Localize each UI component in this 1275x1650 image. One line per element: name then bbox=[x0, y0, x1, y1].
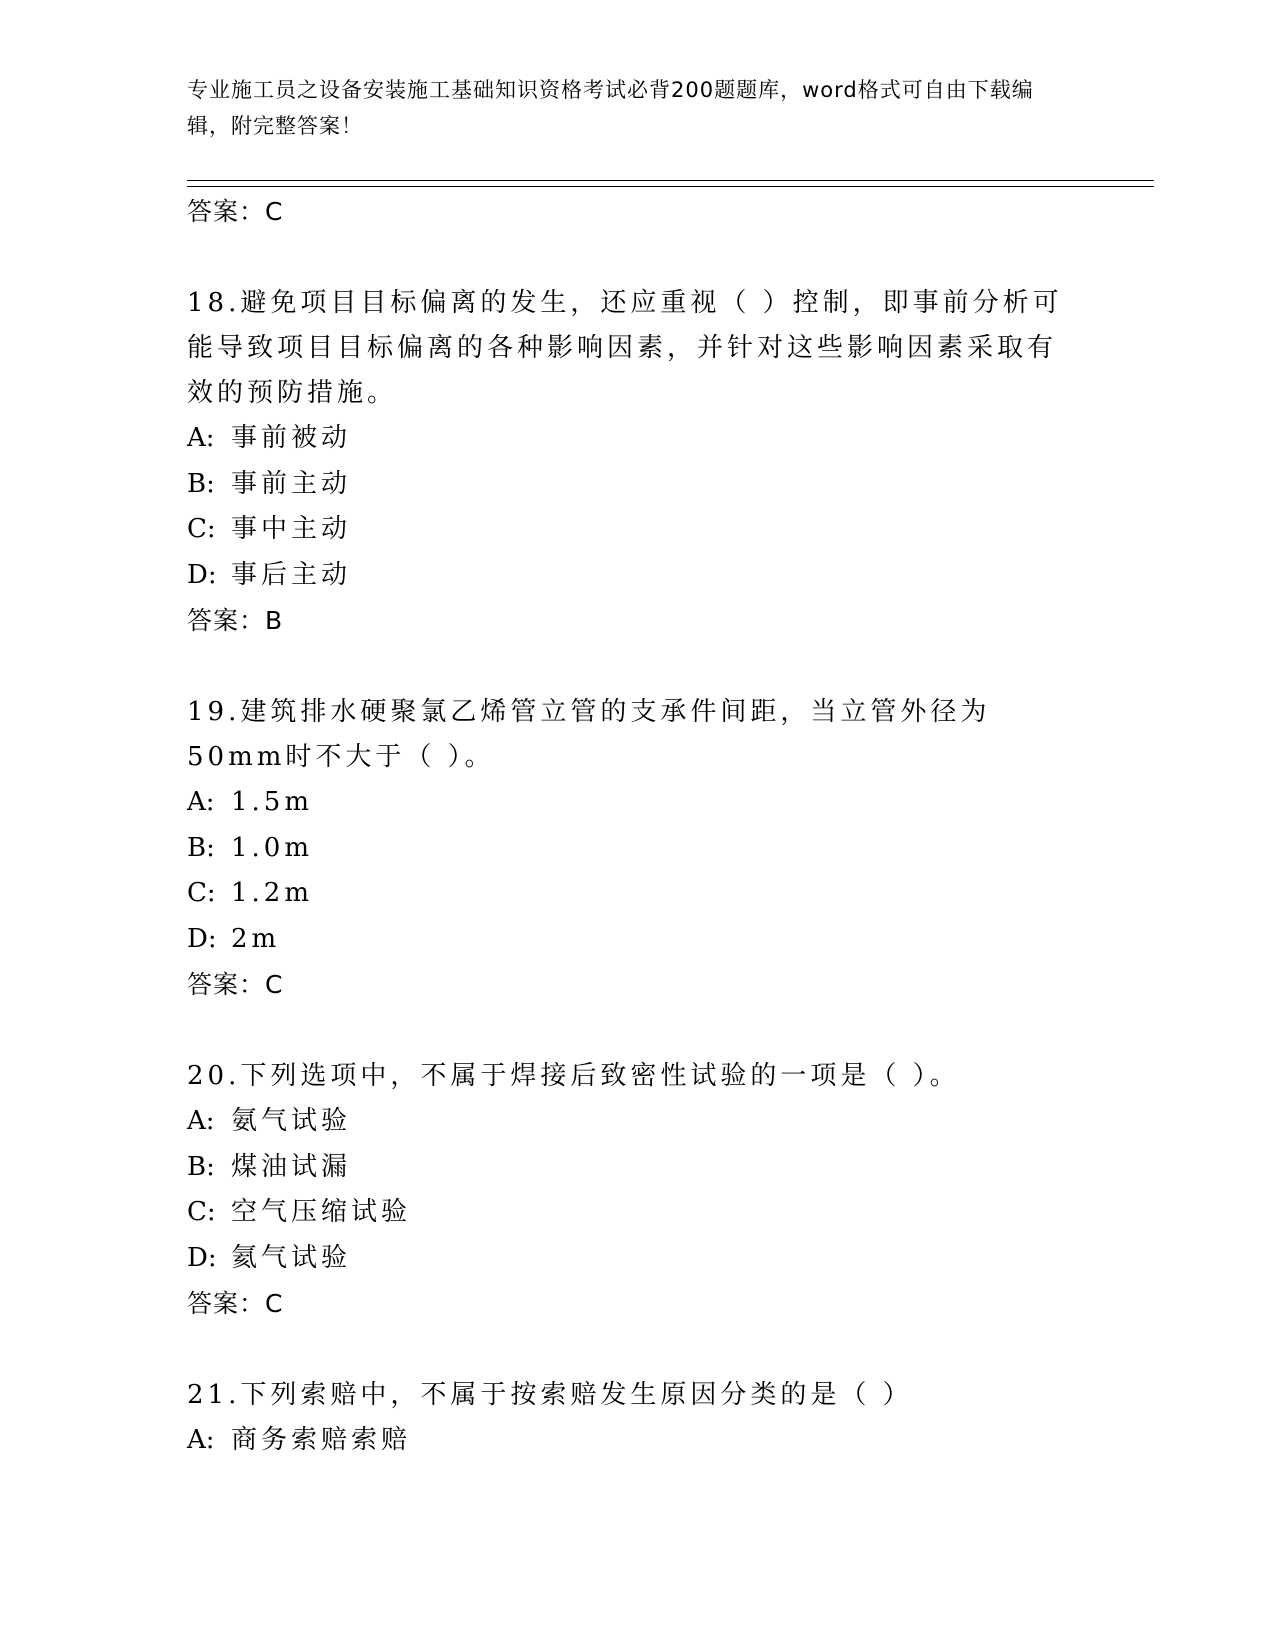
option-text: 事前被动 bbox=[231, 423, 352, 453]
question-block bbox=[187, 1054, 1067, 1327]
answer-option bbox=[187, 462, 1067, 508]
option-letter: B: bbox=[187, 1151, 215, 1182]
option-text: 商务索赔索赔 bbox=[231, 1425, 412, 1455]
option-text: 事后主动 bbox=[231, 559, 352, 590]
answer-line bbox=[187, 598, 1067, 644]
answer-label: 答案： bbox=[187, 1289, 266, 1318]
answer-option bbox=[187, 507, 1067, 553]
question-block bbox=[187, 1373, 1067, 1464]
answer-option bbox=[187, 871, 1067, 917]
question-block bbox=[187, 281, 1067, 644]
answer-line bbox=[187, 189, 1067, 235]
answer-value: C bbox=[265, 1289, 284, 1318]
answer-value: C bbox=[265, 197, 284, 226]
answer-line bbox=[187, 962, 1067, 1008]
option-letter: A: bbox=[187, 1106, 215, 1136]
option-text: 2m bbox=[231, 923, 281, 954]
question-stem: 20.下列选项中，不属于焊接后致密性试验的一项是（ ）。 bbox=[187, 1061, 960, 1091]
spacer bbox=[187, 644, 1067, 690]
option-letter: D: bbox=[187, 1242, 217, 1273]
header-divider-top bbox=[187, 180, 1154, 181]
option-text: 事前主动 bbox=[231, 468, 352, 499]
answer-line bbox=[187, 1281, 1067, 1327]
option-letter: B: bbox=[187, 468, 215, 499]
answer-option bbox=[187, 416, 1067, 462]
question-stem: 21.下列索赔中，不属于按索赔发生原因分类的是（ ） bbox=[187, 1380, 913, 1410]
answer-value: B bbox=[265, 606, 284, 635]
answer-option bbox=[187, 917, 1067, 963]
answer-option bbox=[187, 1418, 1067, 1464]
answer-option bbox=[187, 1145, 1067, 1191]
answer-option bbox=[187, 553, 1067, 599]
question-list bbox=[187, 189, 1067, 1464]
option-text: 1.5m bbox=[231, 787, 314, 817]
option-letter: C: bbox=[187, 1197, 216, 1227]
option-letter: C: bbox=[187, 514, 216, 544]
spacer bbox=[187, 235, 1067, 281]
option-letter: D: bbox=[187, 923, 217, 954]
question-block bbox=[187, 690, 1067, 1008]
option-letter: A: bbox=[187, 1425, 215, 1455]
spacer bbox=[187, 1327, 1067, 1373]
option-letter: D: bbox=[187, 559, 217, 590]
option-text: 1.0m bbox=[231, 832, 314, 863]
option-letter: C: bbox=[187, 878, 216, 908]
option-text: 氨气试验 bbox=[231, 1106, 352, 1136]
answer-option bbox=[187, 1190, 1067, 1236]
spacer bbox=[187, 1008, 1067, 1054]
answer-option bbox=[187, 780, 1067, 826]
option-text: 1.2m bbox=[231, 878, 314, 908]
option-text: 煤油试漏 bbox=[231, 1151, 352, 1182]
question-stem: 19.建筑排水硬聚氯乙烯管立管的支承件间距，当立管外径为50mm时不大于（ ）。 bbox=[187, 697, 991, 772]
answer-label: 答案： bbox=[187, 970, 266, 999]
question-stem: 18.避免项目目标偏离的发生，还应重视（ ）控制，即事前分析可能导致项目目标偏离的各种影响因素，并针对这些影响因素采取有效的预防措施。 bbox=[187, 288, 1063, 408]
answer-label: 答案： bbox=[187, 197, 266, 226]
header-divider-bottom bbox=[187, 186, 1154, 187]
answer-option bbox=[187, 826, 1067, 872]
answer-option bbox=[187, 1236, 1067, 1282]
option-letter: A: bbox=[187, 787, 215, 817]
option-letter: A: bbox=[187, 423, 215, 453]
option-letter: B: bbox=[187, 832, 215, 863]
option-text: 空气压缩试验 bbox=[231, 1197, 412, 1227]
option-text: 氦气试验 bbox=[231, 1242, 352, 1273]
option-text: 事中主动 bbox=[231, 514, 352, 544]
document-header: 专业施工员之设备安装施工基础知识资格考试必背200题题库，word格式可自由下载编辑，附完整答案！ bbox=[187, 78, 1034, 138]
answer-option bbox=[187, 1099, 1067, 1145]
answer-value: C bbox=[265, 970, 284, 999]
answer-label: 答案： bbox=[187, 606, 266, 635]
